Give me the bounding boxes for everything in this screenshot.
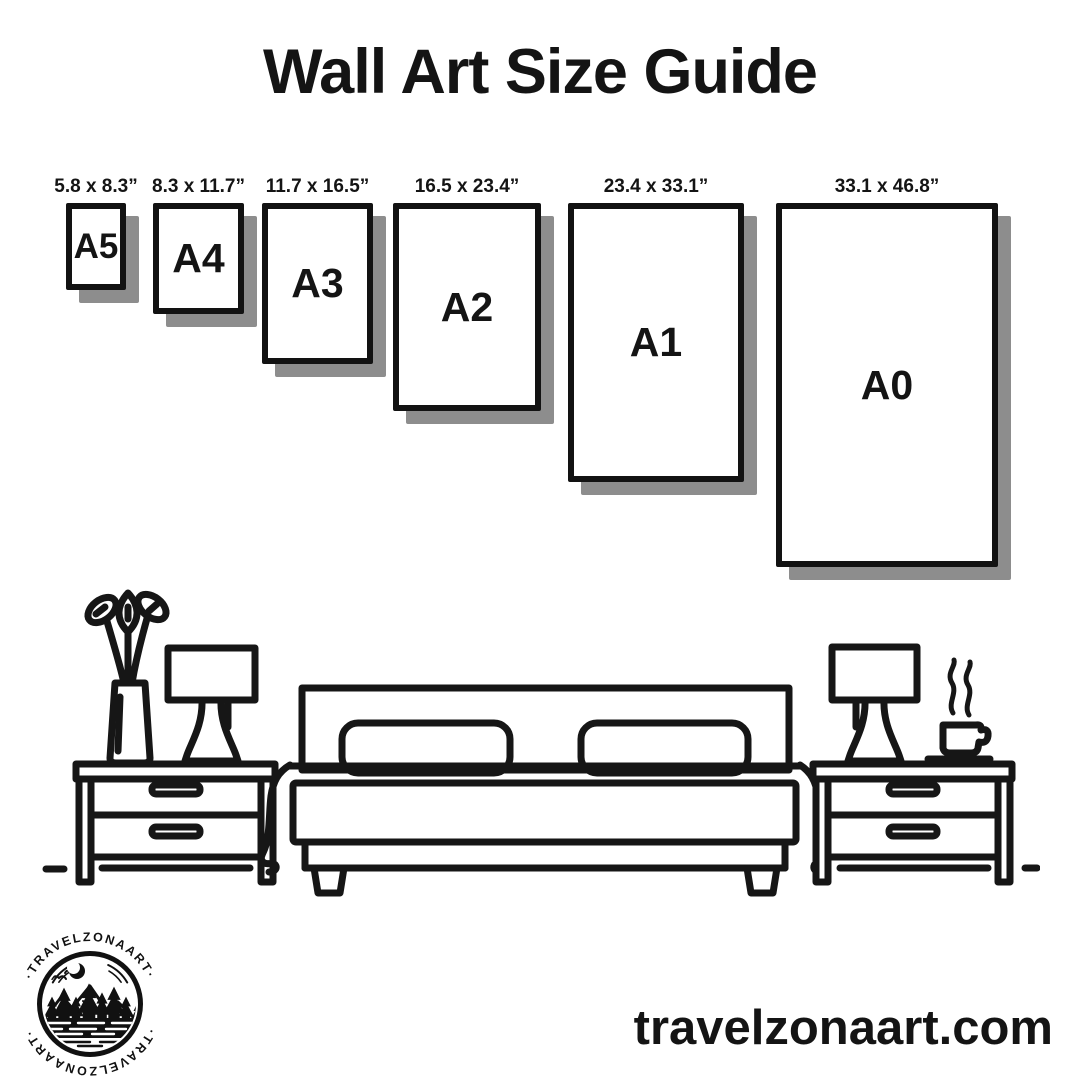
bedroom-illustration: [40, 585, 1040, 915]
frame-size-label: A3: [291, 260, 344, 306]
logo-arc-text-bottom: ·TRAVELZONAART·: [21, 1026, 159, 1079]
frame-size-label: A1: [629, 319, 683, 365]
frame-size-label: A4: [172, 235, 225, 281]
frame-size-label: A0: [860, 361, 914, 408]
size-frame-a5: [66, 203, 126, 290]
size-frame-a0: [776, 203, 998, 567]
nightstand-icon: [813, 764, 1012, 882]
website-url: travelzonaart.com: [633, 1001, 1053, 1055]
vase-plant-icon: [83, 589, 171, 763]
frame-dimensions-label-a1: 23.4 x 33.1”: [603, 176, 709, 197]
table-lamp-icon: [168, 648, 255, 761]
nightstand-icon: [76, 764, 275, 882]
brand-logo: [12, 928, 168, 1080]
frame-size-label: A2: [440, 283, 494, 330]
size-frame-a1: [568, 203, 744, 482]
frame-size-label: A5: [73, 226, 119, 266]
frame-dimensions-label-a0: 33.1 x 46.8”: [834, 176, 940, 197]
frame-dimensions-label-a3: 11.7 x 16.5”: [265, 176, 370, 197]
frame-dimensions-label-a5: 5.8 x 8.3”: [54, 176, 138, 197]
frame-dimensions-label-a2: 16.5 x 23.4”: [414, 176, 520, 197]
double-bed-icon: [261, 688, 827, 893]
coffee-cup-icon: [928, 660, 990, 759]
page-title: Wall Art Size Guide: [263, 37, 817, 107]
frame-dimensions-label-a4: 8.3 x 11.7”: [152, 176, 245, 197]
size-frame-a2: [393, 203, 541, 411]
size-frame-a4: [153, 203, 244, 314]
table-lamp-icon: [832, 647, 917, 761]
logo-arc-text-top: ·TRAVELZONAART·: [21, 929, 159, 982]
size-frame-a3: [262, 203, 373, 364]
